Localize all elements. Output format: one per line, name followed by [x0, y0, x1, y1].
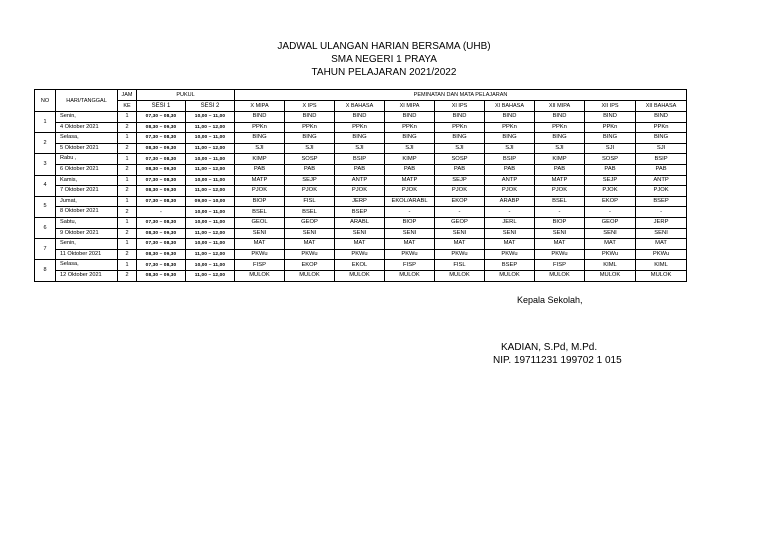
subject-cell: PPKn [235, 122, 285, 133]
subject-cell: KIML [636, 260, 687, 271]
subject-cell: KIMP [535, 154, 585, 165]
subject-cell: PAB [585, 164, 636, 175]
subject-cell: - [636, 207, 687, 218]
subject-cell: PKWu [585, 249, 636, 260]
subject-cell: MATP [235, 175, 285, 186]
period-number: 2 [118, 249, 137, 260]
subject-cell: ARABP [485, 196, 535, 207]
subject-cell: - [535, 207, 585, 218]
subject-cell: BSEP [335, 207, 385, 218]
header-session-2: SESI 2 [186, 101, 235, 112]
subject-cell: MAT [585, 239, 636, 250]
subject-cell: MATP [385, 175, 435, 186]
header-day-date: HARI/TANGGAL [56, 90, 118, 112]
subject-cell: BSEL [535, 196, 585, 207]
subject-cell: - [385, 207, 435, 218]
subject-cell: JERL [485, 217, 535, 228]
subject-cell: SEJP [285, 175, 335, 186]
subject-cell: BSEP [485, 260, 535, 271]
subject-cell: MULOK [636, 270, 687, 281]
subject-cell: BING [535, 133, 585, 144]
period-number: 1 [118, 133, 137, 144]
subject-cell: SOSP [585, 154, 636, 165]
subject-cell: ANTP [335, 175, 385, 186]
subject-cell: FISL [435, 260, 485, 271]
session-1-time: 08,30 – 09,30 [137, 143, 186, 154]
subject-cell: BIOP [235, 196, 285, 207]
schedule-body [35, 112, 687, 282]
subject-cell: SJI [485, 143, 535, 154]
header-ke: KE [118, 101, 137, 112]
session-1-time: 07,30 – 08,30 [137, 133, 186, 144]
subject-cell: MULOK [285, 270, 335, 281]
subject-cell: BIND [385, 112, 435, 123]
subject-cell: EKOL [335, 260, 385, 271]
subject-cell: SJI [535, 143, 585, 154]
header-class: X MIPA [235, 101, 285, 112]
academic-year: TAHUN PELAJARAN 2021/2022 [311, 67, 457, 78]
subject-cell: BIND [335, 112, 385, 123]
subject-cell: BING [485, 133, 535, 144]
subject-cell: MAT [285, 239, 335, 250]
subject-cell: BIND [485, 112, 535, 123]
subject-cell: SEJP [585, 175, 636, 186]
session-1-time: 07,30 – 08,30 [137, 239, 186, 250]
subject-cell: GEOP [285, 217, 335, 228]
subject-cell: SENI [335, 228, 385, 239]
table-row [35, 164, 687, 175]
period-number: 1 [118, 260, 137, 271]
subject-cell: GEOP [585, 217, 636, 228]
subject-cell: SENI [285, 228, 335, 239]
session-1-time: 08,30 – 09,30 [137, 164, 186, 175]
row-number: 3 [35, 154, 56, 175]
session-2-time: 11,00 – 12,00 [186, 186, 235, 197]
subject-cell: MAT [235, 239, 285, 250]
session-1-time: 08,30 – 09,30 [137, 122, 186, 133]
subject-cell: PJOK [636, 186, 687, 197]
session-1-time: 07,30 – 08,30 [137, 154, 186, 165]
subject-cell: BIND [435, 112, 485, 123]
subject-cell: JERP [335, 196, 385, 207]
document-title: JADWAL ULANGAN HARIAN BERSAMA (UHB) [277, 41, 491, 52]
session-1-time: 07,30 – 08,30 [137, 175, 186, 186]
subject-cell: SENI [385, 228, 435, 239]
table-row [35, 249, 687, 260]
subject-cell: SENI [535, 228, 585, 239]
header-class: X IPS [285, 101, 335, 112]
header-subjects: PEMINATAN DAN MATA PELAJARAN [235, 90, 687, 101]
header-class: XII IPS [585, 101, 636, 112]
period-number: 2 [118, 186, 137, 197]
subject-cell: MAT [485, 239, 535, 250]
session-2-time: 10,00 – 11,00 [186, 260, 235, 271]
period-number: 1 [118, 175, 137, 186]
table-row [35, 207, 687, 218]
subject-cell: MULOK [335, 270, 385, 281]
subject-cell: FISP [535, 260, 585, 271]
subject-cell: PAB [235, 164, 285, 175]
table-row [35, 175, 687, 186]
subject-cell: PPKn [485, 122, 535, 133]
session-2-time: 11,00 – 12,00 [186, 249, 235, 260]
period-number: 2 [118, 122, 137, 133]
subject-cell: PPKn [335, 122, 385, 133]
subject-cell: PAB [485, 164, 535, 175]
header-class: X BAHASA [335, 101, 385, 112]
subject-cell: GEOP [435, 217, 485, 228]
subject-cell: SOSP [435, 154, 485, 165]
session-1-time: 08,30 – 09,30 [137, 270, 186, 281]
table-row [35, 196, 687, 207]
subject-cell: BIND [285, 112, 335, 123]
subject-cell: MULOK [485, 270, 535, 281]
date-label: 11 Oktober 2021 [56, 249, 118, 260]
subject-cell: EKOL/ARABL [385, 196, 435, 207]
subject-cell: PAB [636, 164, 687, 175]
principal-nip: NIP. 19711231 199702 1 015 [493, 355, 622, 366]
day-label: Rabu , [56, 154, 118, 165]
subject-cell: KIMP [235, 154, 285, 165]
subject-cell: - [485, 207, 535, 218]
row-number: 5 [35, 196, 56, 217]
day-label: Jumat, [56, 196, 118, 207]
subject-cell: FISL [285, 196, 335, 207]
row-number: 8 [35, 260, 56, 281]
subject-cell: MAT [435, 239, 485, 250]
session-2-time: 11,00 – 12,00 [186, 164, 235, 175]
subject-cell: PKWu [285, 249, 335, 260]
table-row [35, 143, 687, 154]
period-number: 2 [118, 143, 137, 154]
header-time: PUKUL [137, 90, 235, 101]
subject-cell: BSIP [335, 154, 385, 165]
day-label: Kamis, [56, 175, 118, 186]
header-session-1: SESI 1 [137, 101, 186, 112]
date-label: 7 Oktober 2021 [56, 186, 118, 197]
subject-cell: PKWu [535, 249, 585, 260]
principal-title: Kepala Sekolah, [517, 295, 583, 305]
subject-cell: PPKn [435, 122, 485, 133]
table-row [35, 133, 687, 144]
session-2-time: 10,00 – 11,00 [186, 133, 235, 144]
period-number: 1 [118, 196, 137, 207]
header-class: XII BAHASA [636, 101, 687, 112]
session-1-time: 08,30 – 09,30 [137, 249, 186, 260]
subject-cell: BSEP [636, 196, 687, 207]
subject-cell: MULOK [585, 270, 636, 281]
subject-cell: SENI [435, 228, 485, 239]
session-1-time: - [137, 207, 186, 218]
subject-cell: PJOK [535, 186, 585, 197]
subject-cell: SJI [636, 143, 687, 154]
subject-cell: MAT [335, 239, 385, 250]
subject-cell: SJI [435, 143, 485, 154]
session-2-time: 11,00 – 12,00 [186, 143, 235, 154]
session-1-time: 08,30 – 09,30 [137, 186, 186, 197]
period-number: 1 [118, 239, 137, 250]
row-number: 6 [35, 217, 56, 238]
day-label: Selasa, [56, 260, 118, 271]
period-number: 1 [118, 112, 137, 123]
subject-cell: BIND [585, 112, 636, 123]
session-1-time: 07,30 – 08,30 [137, 217, 186, 228]
subject-cell: MULOK [535, 270, 585, 281]
session-2-time: 10,00 – 11,00 [186, 154, 235, 165]
day-label: Selasa, [56, 133, 118, 144]
subject-cell: JERP [636, 217, 687, 228]
header-class: XI IPS [435, 101, 485, 112]
subject-cell: BSIP [485, 154, 535, 165]
subject-cell: MULOK [435, 270, 485, 281]
subject-cell: PAB [285, 164, 335, 175]
date-label: 12 Oktober 2021 [56, 270, 118, 281]
subject-cell: PKWu [235, 249, 285, 260]
principal-name: KADIAN, S.Pd, M.Pd. [501, 342, 598, 353]
subject-cell: PAB [385, 164, 435, 175]
subject-cell: ANTP [636, 175, 687, 186]
period-number: 2 [118, 228, 137, 239]
subject-cell: PKWu [335, 249, 385, 260]
subject-cell: EKOP [585, 196, 636, 207]
table-row [35, 228, 687, 239]
subject-cell: SJI [285, 143, 335, 154]
date-label: 6 Oktober 2021 [56, 164, 118, 175]
row-number: 1 [35, 112, 56, 133]
subject-cell: SJI [385, 143, 435, 154]
row-number: 7 [35, 239, 56, 260]
subject-cell: BSIP [636, 154, 687, 165]
subject-cell: EKOP [435, 196, 485, 207]
subject-cell: - [435, 207, 485, 218]
subject-cell: ANTP [485, 175, 535, 186]
subject-cell: SJI [585, 143, 636, 154]
row-number: 4 [35, 175, 56, 196]
subject-cell: SOSP [285, 154, 335, 165]
subject-cell: SENI [636, 228, 687, 239]
subject-cell: SJI [335, 143, 385, 154]
day-label: Sabtu, [56, 217, 118, 228]
subject-cell: PAB [335, 164, 385, 175]
subject-cell: KIML [585, 260, 636, 271]
date-label: 4 Oktober 2021 [56, 122, 118, 133]
table-row [35, 186, 687, 197]
subject-cell: GEOL [235, 217, 285, 228]
exam-schedule-table [34, 89, 687, 282]
subject-cell: PKWu [636, 249, 687, 260]
header-class: XI BAHASA [485, 101, 535, 112]
subject-cell: PJOK [285, 186, 335, 197]
subject-cell: FISP [235, 260, 285, 271]
subject-cell: SENI [585, 228, 636, 239]
session-2-time: 10,00 – 11,00 [186, 239, 235, 250]
session-2-time: 11,00 – 12,00 [186, 228, 235, 239]
session-2-time: 10,00 – 11,00 [186, 217, 235, 228]
subject-cell: PJOK [485, 186, 535, 197]
session-2-time: 11,00 – 12,00 [186, 122, 235, 133]
row-number: 2 [35, 133, 56, 154]
period-number: 1 [118, 217, 137, 228]
subject-cell: BSEL [235, 207, 285, 218]
table-row [35, 239, 687, 250]
header-jam: JAM [118, 90, 137, 101]
session-2-time: 09,00 – 10,00 [186, 196, 235, 207]
session-1-time: 07,30 – 08,30 [137, 112, 186, 123]
table-row [35, 154, 687, 165]
subject-cell: MAT [636, 239, 687, 250]
subject-cell: BING [335, 133, 385, 144]
subject-cell: BING [285, 133, 335, 144]
subject-cell: FISP [385, 260, 435, 271]
subject-cell: EKOP [285, 260, 335, 271]
table-row [35, 112, 687, 123]
subject-cell: BIND [636, 112, 687, 123]
header-class: XII MIPA [535, 101, 585, 112]
period-number: 2 [118, 207, 137, 218]
subject-cell: MATP [535, 175, 585, 186]
date-label: 5 Oktober 2021 [56, 143, 118, 154]
subject-cell: BING [636, 133, 687, 144]
subject-cell: PPKn [385, 122, 435, 133]
subject-cell: SENI [235, 228, 285, 239]
subject-cell: PPKn [585, 122, 636, 133]
date-label: 8 Oktober 2021 [56, 207, 118, 218]
subject-cell: PPKn [285, 122, 335, 133]
subject-cell: - [585, 207, 636, 218]
session-1-time: 07,30 – 08,30 [137, 196, 186, 207]
session-2-time: 10,00 – 11,00 [186, 207, 235, 218]
subject-cell: SENI [485, 228, 535, 239]
subject-cell: MULOK [235, 270, 285, 281]
subject-cell: MAT [535, 239, 585, 250]
session-2-time: 10,00 – 11,00 [186, 112, 235, 123]
day-label: Senin, [56, 112, 118, 123]
day-label: Senin, [56, 239, 118, 250]
session-2-time: 10,00 – 11,00 [186, 175, 235, 186]
period-number: 1 [118, 154, 137, 165]
subject-cell: PPKn [636, 122, 687, 133]
table-row [35, 270, 687, 281]
period-number: 2 [118, 270, 137, 281]
subject-cell: MAT [385, 239, 435, 250]
subject-cell: PAB [435, 164, 485, 175]
subject-cell: SEJP [435, 175, 485, 186]
header-class: XI MIPA [385, 101, 435, 112]
subject-cell: PPKn [535, 122, 585, 133]
session-1-time: 07,30 – 08,30 [137, 260, 186, 271]
table-row [35, 217, 687, 228]
subject-cell: PJOK [335, 186, 385, 197]
subject-cell: PJOK [385, 186, 435, 197]
subject-cell: PJOK [235, 186, 285, 197]
subject-cell: PKWu [435, 249, 485, 260]
school-name: SMA NEGERI 1 PRAYA [331, 54, 437, 65]
subject-cell: KIMP [385, 154, 435, 165]
subject-cell: BIND [235, 112, 285, 123]
session-1-time: 08,30 – 09,30 [137, 228, 186, 239]
subject-cell: MULOK [385, 270, 435, 281]
subject-cell: BING [235, 133, 285, 144]
subject-cell: BIOP [385, 217, 435, 228]
table-row [35, 260, 687, 271]
subject-cell: SJI [235, 143, 285, 154]
subject-cell: PJOK [585, 186, 636, 197]
subject-cell: BING [435, 133, 485, 144]
subject-cell: PKWu [385, 249, 435, 260]
subject-cell: BIND [535, 112, 585, 123]
subject-cell: ARABL [335, 217, 385, 228]
session-2-time: 11,00 – 12,00 [186, 270, 235, 281]
subject-cell: PAB [535, 164, 585, 175]
header-no: NO [35, 90, 56, 112]
subject-cell: BIOP [535, 217, 585, 228]
period-number: 2 [118, 164, 137, 175]
subject-cell: BING [385, 133, 435, 144]
subject-cell: PJOK [435, 186, 485, 197]
subject-cell: PKWu [485, 249, 535, 260]
date-label: 9 Oktober 2021 [56, 228, 118, 239]
subject-cell: BSEL [285, 207, 335, 218]
table-row [35, 122, 687, 133]
subject-cell: BING [585, 133, 636, 144]
